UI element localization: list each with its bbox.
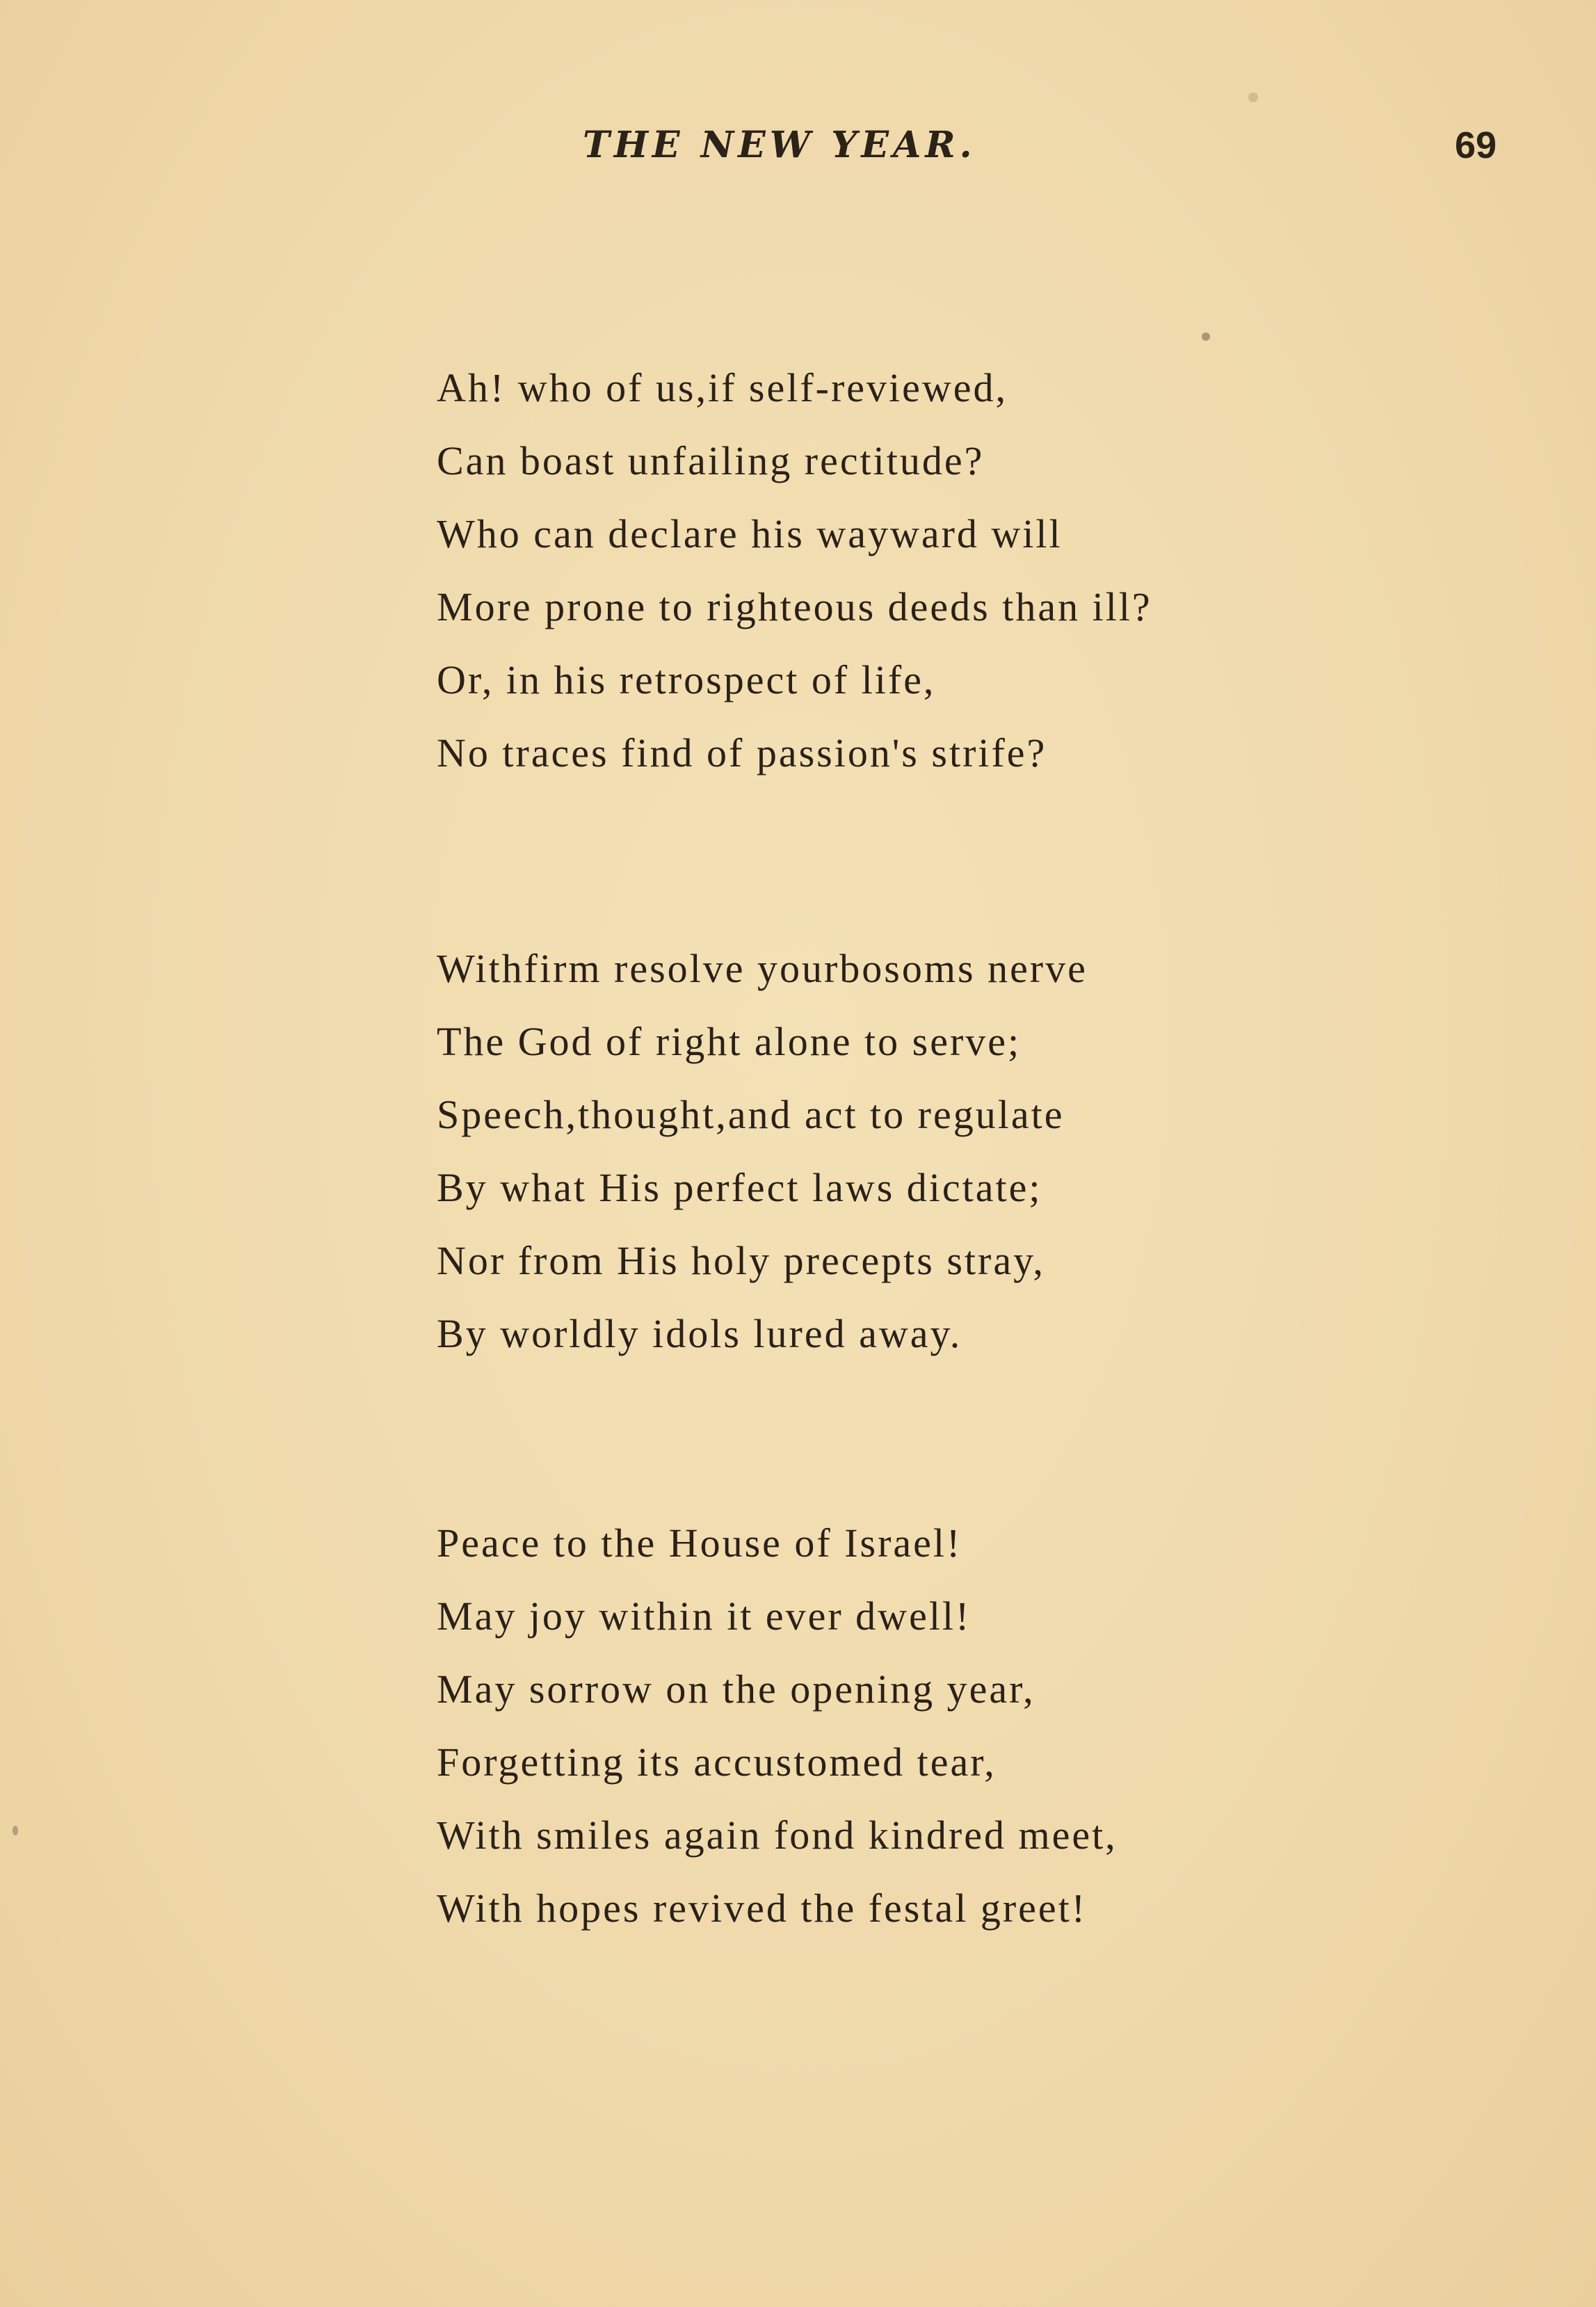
page-header <box>0 124 1596 179</box>
verse-line: With hopes revived the festal greet! <box>437 1886 1088 1931</box>
stanza-1 <box>437 351 1480 789</box>
verse-line: By what His perfect laws dictate; <box>437 1165 1042 1210</box>
verse-line: Can boast unfailing rectitude? <box>437 438 985 483</box>
verse-line: Speech,thought,and act to regulate <box>437 1092 1065 1137</box>
page-number: 69 <box>1455 124 1497 166</box>
verse-line: Who can declare his wayward will <box>437 511 1063 556</box>
paper-speck <box>1248 93 1258 102</box>
verse-line: With smiles again fond kindred meet, <box>437 1812 1118 1858</box>
paper-speck <box>1202 332 1210 341</box>
paper-speck <box>13 1826 18 1835</box>
running-title: THE NEW YEAR. <box>583 124 976 166</box>
verse-line: The God of right alone to serve; <box>437 1019 1022 1064</box>
verse-line: Nor from His holy precepts stray, <box>437 1238 1045 1283</box>
verse-line: May joy within it ever dwell! <box>437 1593 972 1639</box>
stanza-3 <box>437 1506 1480 1945</box>
verse-line: Withfirm resolve yourbosoms nerve <box>437 946 1088 991</box>
verse-line: Or, in his retrospect of life, <box>437 657 936 702</box>
stanza-2 <box>437 932 1480 1370</box>
verse-line: More prone to righteous deeds than ill? <box>437 584 1152 629</box>
verse-line: Forgetting its accustomed tear, <box>437 1739 997 1785</box>
verse-line: Ah! who of us,if self-reviewed, <box>437 365 1008 410</box>
verse-line: May sorrow on the opening year, <box>437 1666 1035 1712</box>
verse-line: Peace to the House of Israel! <box>437 1520 962 1566</box>
verse-line: By worldly idols lured away. <box>437 1311 962 1356</box>
verse-line: No traces find of passion's strife? <box>437 730 1047 775</box>
